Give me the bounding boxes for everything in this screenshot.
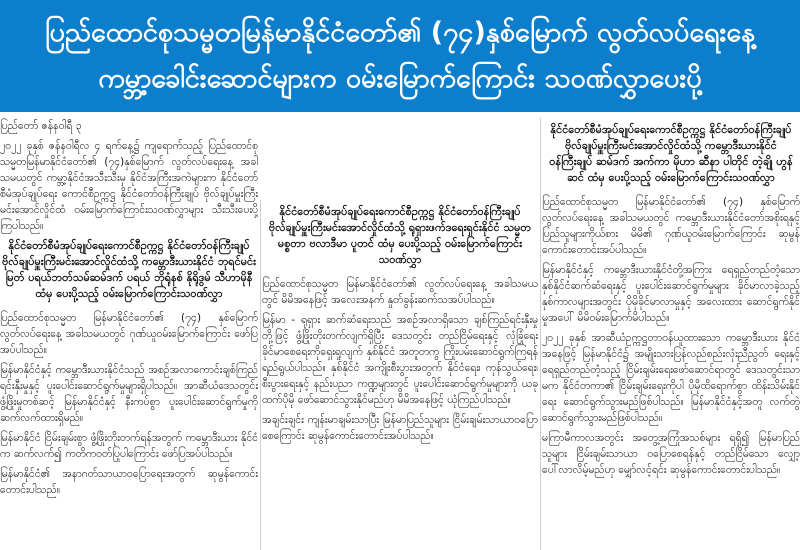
middle-paragraph: မြန်မာ - ရုရှား ဆက်ဆံရေးသည် အစဉ်အလာရှိသော ချစ်ကြည်ရင်းနှီးမှုတို့ဖြင့် ဖွံ့ဖြိုးတိုးတက်လျက်ရှိပြီး ဒေသတွင်း တည်ငြိမ်ရေးနှင့် လုံခြုံရေး ခိုင်မာစေရေးကိုရှေးရှုလျက် နှစ်နိုင်ငံ အတူတကွ ကြိုးပမ်းဆောင်ရွက်ကြရန် ရည်ရွယ်ပါသည်။ နှစ်နိုင်ငံ အကျိုးစီးပွားအတွက် နိုင်ငံရေး၊ ကုန်သွယ်ရေး၊ စီးပွားရေးနှင့် နည်းပညာ ကဏ္ဍများတွင် ပူးပေါင်းဆောင်ရွက်မှုများကို ယခုထက်ပိုမို ဖော်ဆောင်သွားနိုင်မည်ဟု မိမိအနေဖြင့် ယုံကြည်ပါသည်။	[262, 314, 538, 406]
right-paragraph: မြန်မာနိုင်ငံနှင့် ကမ္ဘောဒီးယားနိုင်ငံတို့အကြား ရေရှည်တည်တံ့သော နှစ်နိုင်ငံဆက်ဆံရေးနှင့် ပူးပေါင်းဆောင်ရွက်မှုများ ခိုင်မာလာခဲ့သည့်နှစ်ကာလများအတွင်း ပိုမိုခိုင်မာလာမှုနှင့် အလေးထား ဆောင်ရွက်နိုင်မှုအပေါ် မိမိဝမ်းမြောက်မိပါသည်။	[542, 264, 800, 324]
left-paragraph: မြန်မာနိုင်ငံ၏ အနာဂတ်သာယာဝပြောရေးအတွက် ဆုမွန်ကောင်းတောင်းပါသည်။	[0, 468, 258, 496]
right-paragraph: ပြည်ထောင်စုသမ္မတ မြန်မာနိုင်ငံတော်၏ (၇၄) နှစ်မြောက် လွတ်လပ်ရေးနေ့ အခါသမယတွင် ကမ္ဘောဒီးယားနိုင်ငံတော်အစိုးရနှင့် ပြည်သူများကိုယ်စား မိမိ၏ ဂုဏ်ယူဝမ်းမြောက်ကြောင်း ဆုမွန်ကောင်းတောင်းအပ်ပါသည်။	[542, 196, 800, 256]
column-left	[0, 118, 258, 550]
headline-line-2: ကမ္ဘာ့ခေါင်းဆောင်များက ဝမ်းမြောက်ကြောင်း သဝဏ်လွှာပေးပို့	[98, 63, 702, 94]
left-section-heading: နိုင်ငံတော်စီမံအုပ်ချုပ်ရေးကောင်စီဥက္ကဋ္ဌ နိုင်ငံတော်ဝန်ကြီးချုပ် ဗိုလ်ချုပ်မှူးကြီးမင်းအောင်လှိုင်ထံသို့ ကမ္ဘောဒီးယားနိုင်ငံ ဘုရင်မင်းမြတ် ပရယ်ဘတ်သမ်ဆမ်ဒက် ပရယ် ဘိုရုံနစ် နိုရိုဒွမ် သီဟာမိုနီ ထံမှ ပေးပို့သည့် ဝမ်းမြောက်ကြောင်းသဝဏ်လွှာ	[2, 239, 256, 300]
column-right	[542, 118, 800, 550]
right-paragraph: မကြာမီကာလအတွင်း အတွေ့အကြုံအသစ်များ ရရှိ၍ မြန်မာပြည်သူများ ငြိမ်းချမ်းသာယာ ဝပြောစေရန်နှင့် တည်ငြိမ်သော လျှော့ပေါ်လာလိမ့်မည်ဟု မျှော်လင့်ရင်း ဆုမွန်ကောင်းတောင်းပါသည်။	[542, 432, 800, 476]
right-section-heading: နိုင်ငံတော်စီမံအုပ်ချုပ်ရေးကောင်စီဥက္ကဋ္ဌ နိုင်ငံတော်ဝန်ကြီးချုပ် ဗိုလ်ချုပ်မှူးကြီးမင်းအောင်လှိုင်ထံသို့ ကမ္ဘောဒီးယားနိုင်ငံ ဝန်ကြီးချုပ် ဆမ်ဒက် အက်ကာ မိုဟာ ဆီနာ ပါတိုင် တဲ့ချို ဟွန်ဆင် ထံမှ ပေးပို့သည့် ဝမ်းမြောက်ကြောင်းသဝဏ်လွှာ	[549, 123, 793, 184]
left-paragraph: မြန်မာနိုင်ငံနှင့် ကမ္ဘောဒီးယားနိုင်ငံသည် အစဉ်အလာကောင်းချစ်ကြည်ရင်းနှီးမှုနှင့် ပူးပေါင်းဆောင်ရွက်မှုများရှိပါသည်။ အာဆီယံဒေသတွင်း ဖွံ့ဖြိုးမှုတစ်ဆင့် မြန်မာနိုင်ငံနှင့် နီးကပ်စွာ ပူးပေါင်းဆောင်ရွက်မှုကို ဆက်လက်ထားရှိမည်။	[0, 364, 258, 424]
column-middle	[262, 200, 538, 550]
left-paragraph: မြန်မာနိုင်ငံ ငြိမ်းချမ်းစွာ ဖွံ့ဖြိုးတိုးတက်ရန်အတွက် ကမ္ဘောဒီးယား နိုင်ငံက ဆက်လက်၍ ကတိကဝတ်ပြုပါကြောင်း ဖော်ပြအပ်ပါသည်။	[0, 432, 258, 460]
right-paragraph: ၂၀၂၂ ခုနှစ် အာဆီယံဥက္ကဋ္ဌတာဝန်ယူထားသော ကမ္ဘောဒီးယား နိုင်ငံအနေဖြင့် မြန်မာနိုင်ငံ၌ အမျိုးသားပြန်လည်စည်းလုံးညီညွတ် ရေးနှင့် ရေရှည်တည်တံ့သည့် ငြိမ်းချမ်းရေးဖော်ဆောင်ရာတွင် ဒေသတွင်းသာမက နိုင်ငံတကာ၏ ငြိမ်းချမ်းရေးကိုပါ ပိုမိုထိရောက်စွာ ထိန်းသိမ်းနိုင်ရေး ဆောင်ရွက်သွားမည်ဖြစ်ပါသည်။ မြန်မာနိုင်ငံနှင့်အတူ လက်တွဲဆောင်ရွက်သွားမည်ဖြစ်ပါသည်။	[542, 332, 800, 424]
headline-line-1: ပြည်ထောင်စုသမ္မတမြန်မာနိုင်ငံတော်၏ (၇၄)နှစ်မြောက် လွတ်လပ်ရေးနေ့	[45, 17, 755, 48]
left-paragraph: ပြည်ထောင်စုသမ္မတ မြန်မာနိုင်ငံတော်၏ (၇၄) နှစ်မြောက် လွတ်လပ်ရေးနေ့ အခါသမယတွင် ဂုဏ်ယူဝမ်းမြောက်ကြောင်း ဖော်ပြအပ်ပါသည်။	[0, 312, 258, 356]
column-divider	[260, 200, 261, 550]
headline-banner	[0, 0, 800, 112]
middle-section-heading: နိုင်ငံတော်စီမံအုပ်ချုပ်ရေးကောင်စီဥက္ကဋ္ဌ နိုင်ငံတော်ဝန်ကြီးချုပ် ဗိုလ်ချုပ်မှူးကြီးမင်းအောင်လှိုင်ထံသို့ ရုရှားဖက်ဒရေးရှင်းနိုင်ငံ သမ္မတ မစ္စတာ ဗလာဒီမာ ပူတင် ထံမှ ပေးပို့သည့် ဝမ်းမြောက်ကြောင်းသဝဏ်လွှာ	[268, 205, 532, 266]
column-divider	[540, 118, 541, 550]
middle-paragraph: အချင်းချင်း ကျန်းမာချမ်းသာပြီး မြန်မာပြည်သူများ ငြိမ်းချမ်းသာယာဝပြောစေကြောင်း ဆုမွန်ကောင်းတောင်းအပ်ပါသည်။	[262, 414, 538, 442]
dateline: ပြည်တော် ဇန်နဝါရီ ၃	[0, 120, 82, 132]
intro-paragraph: ၂၀၂၂ ခုနှစ် ဇန်နဝါရီလ ၄ ရက်နေ့၌ ကျရောက်သည့် ပြည်ထောင်စုသမ္မတမြန်မာနိုင်ငံတော်၏ (၇၄)နှစ်မြောက် လွတ်လပ်ရေးနေ့ အခါသမယတွင် ကမ္ဘာ့နိုင်ငံအသီးသီးမှ နိုင်ငံအကြီးအကဲများက နိုင်ငံတော်စီမံအုပ်ချုပ်ရေး ကောင်စီဥက္ကဋ္ဌ နိုင်ငံတော်ဝန်ကြီးချုပ် ဗိုလ်ချုပ်မှူးကြီး မင်းအောင်လှိုင်ထံ ဝမ်းမြောက်ကြောင်းသဝဏ်လွှာများ သီးသီးပေးပို့ကြပါသည်။	[0, 140, 258, 232]
middle-paragraph: ပြည်ထောင်စုသမ္မတ မြန်မာနိုင်ငံတော်၏ လွတ်လပ်ရေးနေ့ အခါသမယတွင် မိမိအနေဖြင့် အလေးအနက် နှုတ်ခွန်းဆက်သအပ်ပါသည်။	[262, 278, 538, 306]
